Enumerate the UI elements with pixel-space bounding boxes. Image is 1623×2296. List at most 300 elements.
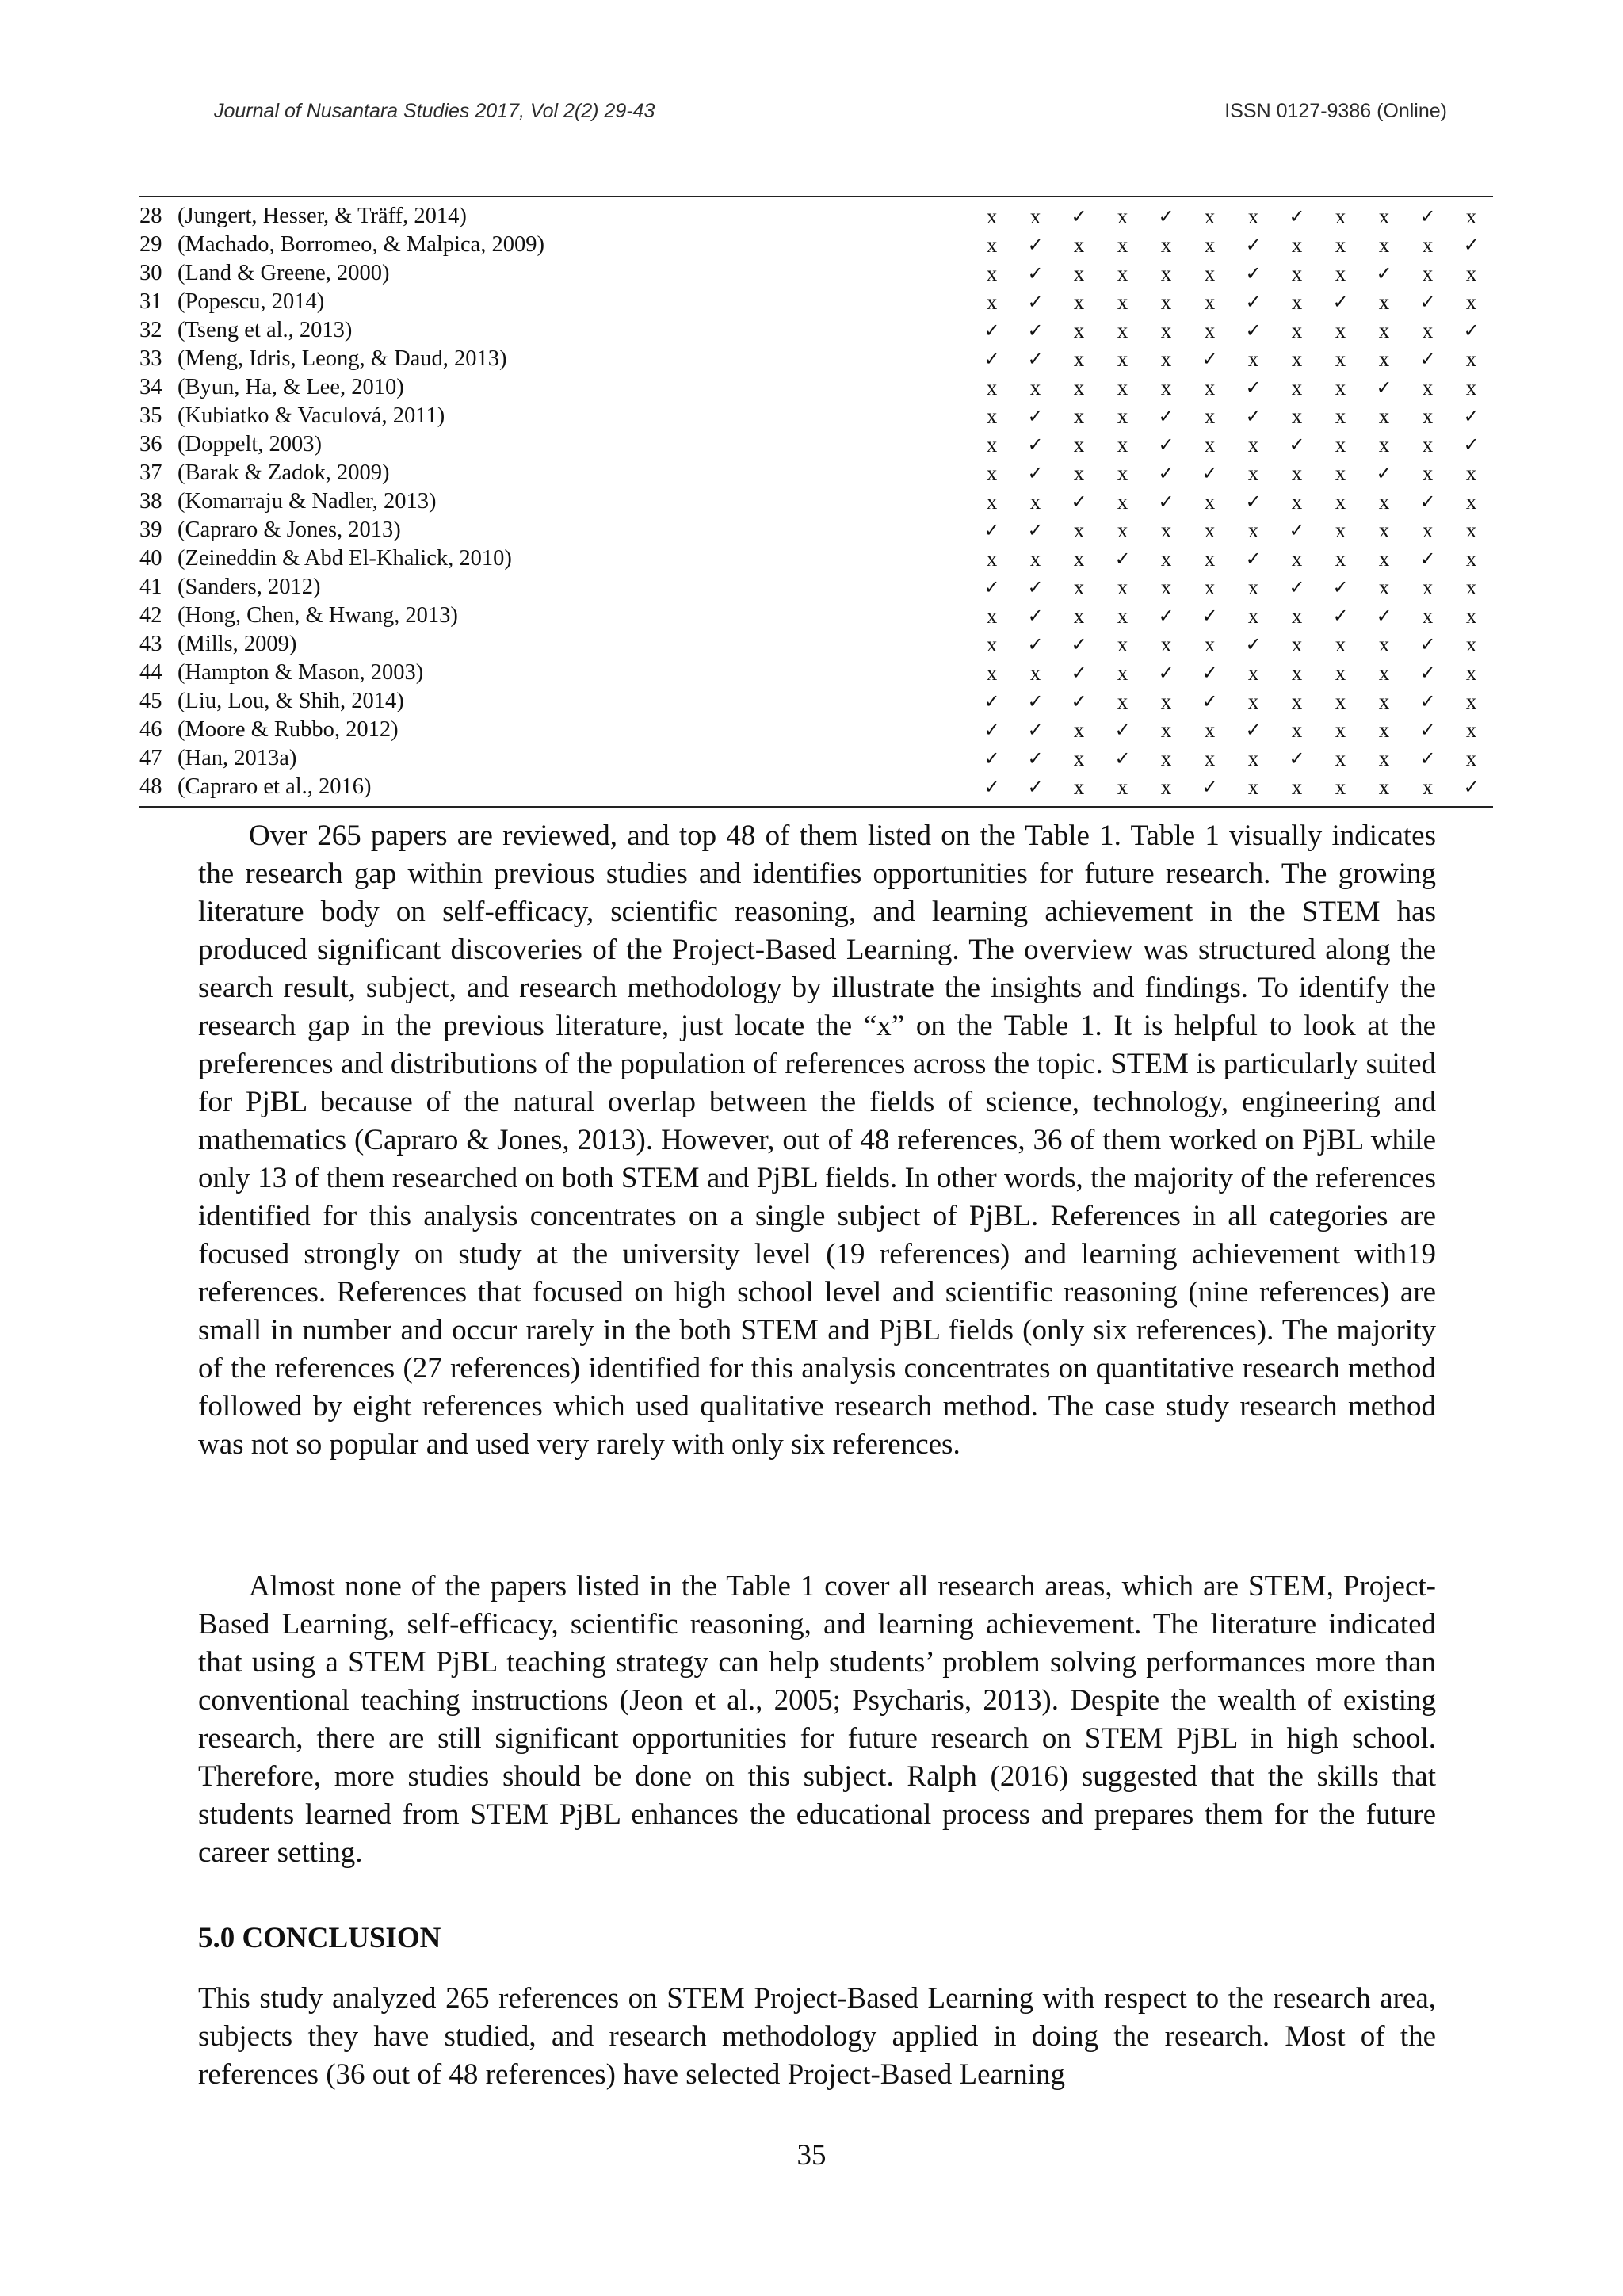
cross-mark: x bbox=[1117, 262, 1128, 285]
cross-mark: x bbox=[1465, 690, 1477, 713]
cross-mark: x bbox=[1204, 518, 1216, 542]
check-mark-icon: ✓ bbox=[1419, 633, 1436, 655]
check-mark-icon: ✓ bbox=[1245, 633, 1262, 655]
check-mark-icon: ✓ bbox=[983, 519, 1000, 541]
cross-mark: x bbox=[1073, 775, 1085, 799]
check-mark-icon: ✓ bbox=[1245, 719, 1262, 741]
check-mark-icon: ✓ bbox=[1419, 491, 1436, 513]
cross-mark: x bbox=[1204, 404, 1216, 428]
cross-mark: x bbox=[1422, 404, 1434, 428]
cross-mark: x bbox=[1117, 490, 1128, 514]
cross-mark: x bbox=[1204, 433, 1216, 457]
cross-mark: x bbox=[1073, 376, 1085, 399]
cross-mark: x bbox=[1247, 775, 1259, 799]
cross-mark: x bbox=[1291, 461, 1303, 485]
cross-mark: x bbox=[1465, 290, 1477, 314]
row-number: 44 bbox=[139, 660, 162, 685]
cross-mark: x bbox=[1247, 604, 1259, 628]
row-number: 28 bbox=[139, 204, 162, 228]
check-mark-icon: ✓ bbox=[1027, 234, 1044, 256]
cross-mark: x bbox=[1422, 518, 1434, 542]
conclusion-heading: 5.0 CONCLUSION bbox=[198, 1922, 441, 1954]
cross-mark: x bbox=[1204, 204, 1216, 228]
check-mark-icon: ✓ bbox=[1027, 747, 1044, 770]
check-mark-icon: ✓ bbox=[1201, 462, 1218, 484]
cross-mark: x bbox=[1465, 632, 1477, 656]
cross-mark: x bbox=[986, 490, 998, 514]
cross-mark: x bbox=[1247, 747, 1259, 770]
table-row bbox=[139, 773, 1493, 801]
cross-mark: x bbox=[1160, 233, 1172, 257]
row-number: 39 bbox=[139, 518, 162, 542]
cross-mark: x bbox=[1422, 433, 1434, 457]
cross-mark: x bbox=[1465, 747, 1477, 770]
cross-mark: x bbox=[1073, 575, 1085, 599]
reference-citation: (Moore & Rubbo, 2012) bbox=[178, 717, 399, 742]
check-mark-icon: ✓ bbox=[983, 690, 1000, 712]
cross-mark: x bbox=[1160, 718, 1172, 742]
cross-mark: x bbox=[1117, 433, 1128, 457]
cross-mark: x bbox=[986, 262, 998, 285]
cross-mark: x bbox=[1117, 575, 1128, 599]
cross-mark: x bbox=[1291, 604, 1303, 628]
reference-citation: (Sanders, 2012) bbox=[178, 575, 321, 599]
cross-mark: x bbox=[1204, 747, 1216, 770]
cross-mark: x bbox=[1335, 518, 1346, 542]
check-mark-icon: ✓ bbox=[1027, 719, 1044, 741]
cross-mark: x bbox=[1160, 290, 1172, 314]
table-row bbox=[139, 316, 1493, 345]
issn-label: ISSN 0127-9386 (Online) bbox=[1224, 100, 1447, 122]
row-number: 46 bbox=[139, 717, 162, 742]
row-number: 29 bbox=[139, 232, 162, 257]
cross-mark: x bbox=[1335, 319, 1346, 342]
check-mark-icon: ✓ bbox=[1463, 234, 1480, 256]
cross-mark: x bbox=[1160, 775, 1172, 799]
cross-mark: x bbox=[1160, 547, 1172, 571]
cross-mark: x bbox=[1335, 690, 1346, 713]
cross-mark: x bbox=[1335, 433, 1346, 457]
cross-mark: x bbox=[1073, 262, 1085, 285]
reference-citation: (Land & Greene, 2000) bbox=[178, 261, 390, 285]
check-mark-icon: ✓ bbox=[1027, 291, 1044, 313]
check-mark-icon: ✓ bbox=[1201, 605, 1218, 627]
check-mark-icon: ✓ bbox=[1027, 262, 1044, 285]
cross-mark: x bbox=[1378, 518, 1390, 542]
row-number: 30 bbox=[139, 261, 162, 285]
check-mark-icon: ✓ bbox=[1027, 605, 1044, 627]
cross-mark: x bbox=[1465, 204, 1477, 228]
cross-mark: x bbox=[1422, 262, 1434, 285]
cross-mark: x bbox=[1335, 262, 1346, 285]
cross-mark: x bbox=[1247, 575, 1259, 599]
check-mark-icon: ✓ bbox=[1114, 548, 1131, 570]
cross-mark: x bbox=[1335, 775, 1346, 799]
cross-mark: x bbox=[1465, 376, 1477, 399]
cross-mark: x bbox=[1335, 347, 1346, 371]
check-mark-icon: ✓ bbox=[1419, 690, 1436, 712]
table-row bbox=[139, 602, 1493, 630]
cross-mark: x bbox=[1465, 262, 1477, 285]
cross-mark: x bbox=[1422, 575, 1434, 599]
check-mark-icon: ✓ bbox=[1158, 405, 1174, 427]
reference-citation: (Capraro & Jones, 2013) bbox=[178, 518, 401, 542]
cross-mark: x bbox=[1291, 233, 1303, 257]
check-mark-icon: ✓ bbox=[1071, 491, 1087, 513]
reference-citation: (Byun, Ha, & Lee, 2010) bbox=[178, 375, 404, 399]
cross-mark: x bbox=[1117, 204, 1128, 228]
row-number: 42 bbox=[139, 603, 162, 628]
reference-citation: (Doppelt, 2003) bbox=[178, 432, 323, 457]
check-mark-icon: ✓ bbox=[1071, 633, 1087, 655]
cross-mark: x bbox=[1160, 575, 1172, 599]
table-row bbox=[139, 716, 1493, 744]
cross-mark: x bbox=[1465, 547, 1477, 571]
cross-mark: x bbox=[1117, 775, 1128, 799]
cross-mark: x bbox=[1073, 518, 1085, 542]
cross-mark: x bbox=[1117, 319, 1128, 342]
table-row bbox=[139, 373, 1493, 402]
row-number: 41 bbox=[139, 575, 162, 599]
check-mark-icon: ✓ bbox=[1376, 462, 1392, 484]
table-row bbox=[139, 402, 1493, 430]
cross-mark: x bbox=[1160, 690, 1172, 713]
table-row bbox=[139, 544, 1493, 573]
row-number: 36 bbox=[139, 432, 162, 457]
cross-mark: x bbox=[1291, 404, 1303, 428]
check-mark-icon: ✓ bbox=[1332, 576, 1349, 598]
check-mark-icon: ✓ bbox=[1158, 491, 1174, 513]
check-mark-icon: ✓ bbox=[1463, 405, 1480, 427]
check-mark-icon: ✓ bbox=[1027, 434, 1044, 456]
check-mark-icon: ✓ bbox=[1419, 662, 1436, 684]
reference-citation: (Komarraju & Nadler, 2013) bbox=[178, 489, 437, 514]
cross-mark: x bbox=[1073, 404, 1085, 428]
page-number: 35 bbox=[796, 2139, 827, 2172]
check-mark-icon: ✓ bbox=[1027, 348, 1044, 370]
cross-mark: x bbox=[1465, 661, 1477, 685]
check-mark-icon: ✓ bbox=[1158, 462, 1174, 484]
cross-mark: x bbox=[986, 632, 998, 656]
cross-mark: x bbox=[1117, 376, 1128, 399]
check-mark-icon: ✓ bbox=[1419, 548, 1436, 570]
cross-mark: x bbox=[1073, 604, 1085, 628]
cross-mark: x bbox=[1422, 461, 1434, 485]
check-mark-icon: ✓ bbox=[983, 319, 1000, 342]
check-mark-icon: ✓ bbox=[1114, 747, 1131, 770]
cross-mark: x bbox=[1029, 547, 1041, 571]
cross-mark: x bbox=[1335, 632, 1346, 656]
cross-mark: x bbox=[1204, 718, 1216, 742]
cross-mark: x bbox=[1378, 319, 1390, 342]
cross-mark: x bbox=[1204, 290, 1216, 314]
cross-mark: x bbox=[1073, 547, 1085, 571]
check-mark-icon: ✓ bbox=[1027, 576, 1044, 598]
check-mark-icon: ✓ bbox=[1071, 205, 1087, 227]
cross-mark: x bbox=[1160, 376, 1172, 399]
cross-mark: x bbox=[1291, 661, 1303, 685]
cross-mark: x bbox=[1378, 404, 1390, 428]
check-mark-icon: ✓ bbox=[1158, 662, 1174, 684]
table-row bbox=[139, 630, 1493, 659]
table-row bbox=[139, 345, 1493, 373]
check-mark-icon: ✓ bbox=[1027, 776, 1044, 798]
row-number: 33 bbox=[139, 346, 162, 371]
reference-citation: (Mills, 2009) bbox=[178, 632, 297, 656]
cross-mark: x bbox=[1204, 233, 1216, 257]
check-mark-icon: ✓ bbox=[1332, 605, 1349, 627]
cross-mark: x bbox=[1073, 319, 1085, 342]
cross-mark: x bbox=[1204, 262, 1216, 285]
cross-mark: x bbox=[1335, 404, 1346, 428]
check-mark-icon: ✓ bbox=[1158, 605, 1174, 627]
table-row bbox=[139, 231, 1493, 259]
cross-mark: x bbox=[1160, 747, 1172, 770]
cross-mark: x bbox=[986, 404, 998, 428]
check-mark-icon: ✓ bbox=[1289, 205, 1305, 227]
cross-mark: x bbox=[1160, 319, 1172, 342]
references-table bbox=[139, 196, 1493, 808]
row-number: 38 bbox=[139, 489, 162, 514]
cross-mark: x bbox=[1465, 461, 1477, 485]
cross-mark: x bbox=[1465, 518, 1477, 542]
check-mark-icon: ✓ bbox=[1027, 690, 1044, 712]
cross-mark: x bbox=[986, 204, 998, 228]
cross-mark: x bbox=[1029, 490, 1041, 514]
reference-citation: (Jungert, Hesser, & Träff, 2014) bbox=[178, 204, 467, 228]
cross-mark: x bbox=[1291, 632, 1303, 656]
cross-mark: x bbox=[1378, 718, 1390, 742]
table-row bbox=[139, 573, 1493, 602]
cross-mark: x bbox=[1204, 376, 1216, 399]
cross-mark: x bbox=[1422, 775, 1434, 799]
check-mark-icon: ✓ bbox=[1376, 605, 1392, 627]
cross-mark: x bbox=[1378, 290, 1390, 314]
cross-mark: x bbox=[1117, 632, 1128, 656]
cross-mark: x bbox=[1378, 204, 1390, 228]
cross-mark: x bbox=[1117, 690, 1128, 713]
reference-citation: (Liu, Lou, & Shih, 2014) bbox=[178, 689, 404, 713]
check-mark-icon: ✓ bbox=[1027, 519, 1044, 541]
table-row bbox=[139, 659, 1493, 687]
cross-mark: x bbox=[1291, 775, 1303, 799]
row-number: 43 bbox=[139, 632, 162, 656]
cross-mark: x bbox=[1247, 518, 1259, 542]
reference-citation: (Barak & Zadok, 2009) bbox=[178, 460, 390, 485]
reference-citation: (Capraro et al., 2016) bbox=[178, 774, 372, 799]
cross-mark: x bbox=[1291, 376, 1303, 399]
cross-mark: x bbox=[1160, 347, 1172, 371]
cross-mark: x bbox=[1291, 262, 1303, 285]
row-number: 48 bbox=[139, 774, 162, 799]
cross-mark: x bbox=[1378, 575, 1390, 599]
cross-mark: x bbox=[1291, 347, 1303, 371]
check-mark-icon: ✓ bbox=[983, 719, 1000, 741]
cross-mark: x bbox=[1335, 461, 1346, 485]
cross-mark: x bbox=[986, 376, 998, 399]
cross-mark: x bbox=[1335, 747, 1346, 770]
check-mark-icon: ✓ bbox=[1463, 319, 1480, 342]
cross-mark: x bbox=[1378, 690, 1390, 713]
check-mark-icon: ✓ bbox=[1463, 434, 1480, 456]
table-row bbox=[139, 288, 1493, 316]
check-mark-icon: ✓ bbox=[983, 776, 1000, 798]
cross-mark: x bbox=[1247, 690, 1259, 713]
cross-mark: x bbox=[1073, 290, 1085, 314]
cross-mark: x bbox=[1378, 775, 1390, 799]
cross-mark: x bbox=[1073, 461, 1085, 485]
cross-mark: x bbox=[986, 461, 998, 485]
check-mark-icon: ✓ bbox=[1201, 776, 1218, 798]
check-mark-icon: ✓ bbox=[1376, 262, 1392, 285]
cross-mark: x bbox=[1204, 547, 1216, 571]
cross-mark: x bbox=[1335, 490, 1346, 514]
cross-mark: x bbox=[1160, 518, 1172, 542]
cross-mark: x bbox=[1117, 347, 1128, 371]
cross-mark: x bbox=[1117, 404, 1128, 428]
check-mark-icon: ✓ bbox=[1201, 348, 1218, 370]
check-mark-icon: ✓ bbox=[1027, 462, 1044, 484]
check-mark-icon: ✓ bbox=[983, 348, 1000, 370]
check-mark-icon: ✓ bbox=[1419, 747, 1436, 770]
cross-mark: x bbox=[1117, 461, 1128, 485]
cross-mark: x bbox=[1204, 575, 1216, 599]
check-mark-icon: ✓ bbox=[1419, 348, 1436, 370]
cross-mark: x bbox=[1117, 518, 1128, 542]
check-mark-icon: ✓ bbox=[1245, 405, 1262, 427]
check-mark-icon: ✓ bbox=[1114, 719, 1131, 741]
row-number: 45 bbox=[139, 689, 162, 713]
cross-mark: x bbox=[1029, 661, 1041, 685]
table-row bbox=[139, 516, 1493, 544]
cross-mark: x bbox=[1029, 204, 1041, 228]
reference-citation: (Machado, Borromeo, & Malpica, 2009) bbox=[178, 232, 544, 257]
table-row bbox=[139, 487, 1493, 516]
cross-mark: x bbox=[986, 547, 998, 571]
cross-mark: x bbox=[1378, 347, 1390, 371]
cross-mark: x bbox=[986, 290, 998, 314]
paragraph-research-areas: Almost none of the papers listed in the Table 1 cover all research areas, which are STEM, Project-Based Learning, self-efficacy, scientific reasoning, and learning achievement. The literature indicated that using a STEM PjBL teaching strategy can help students’ problem solving performances more than conventional teaching instructions (Jeon et al., 2005; Psycharis, 2013). Despite the wealth of existing research, there are still significant opportunities for future research on STEM PjBL in high school. Therefore, more studies should be done on this subject. Ralph (2016) suggested that the skills that students learned from STEM PjBL enhances the educational process and prepares them for the future career setting. bbox=[198, 1570, 1436, 1869]
check-mark-icon: ✓ bbox=[1071, 690, 1087, 712]
cross-mark: x bbox=[1247, 204, 1259, 228]
cross-mark: x bbox=[986, 433, 998, 457]
check-mark-icon: ✓ bbox=[1027, 633, 1044, 655]
check-mark-icon: ✓ bbox=[1463, 776, 1480, 798]
cross-mark: x bbox=[1073, 747, 1085, 770]
reference-citation: (Hampton & Mason, 2003) bbox=[178, 660, 424, 685]
journal-title: Journal of Nusantara Studies 2017, Vol 2(2) 29-43 bbox=[214, 100, 655, 122]
cross-mark: x bbox=[1247, 347, 1259, 371]
cross-mark: x bbox=[1378, 747, 1390, 770]
table-row bbox=[139, 459, 1493, 487]
cross-mark: x bbox=[1465, 575, 1477, 599]
cross-mark: x bbox=[1291, 319, 1303, 342]
check-mark-icon: ✓ bbox=[1332, 291, 1349, 313]
check-mark-icon: ✓ bbox=[1419, 719, 1436, 741]
row-number: 31 bbox=[139, 289, 162, 314]
check-mark-icon: ✓ bbox=[1245, 491, 1262, 513]
check-mark-icon: ✓ bbox=[1245, 548, 1262, 570]
row-number: 40 bbox=[139, 546, 162, 571]
cross-mark: x bbox=[1335, 718, 1346, 742]
check-mark-icon: ✓ bbox=[1245, 234, 1262, 256]
cross-mark: x bbox=[1073, 718, 1085, 742]
cross-mark: x bbox=[1465, 604, 1477, 628]
cross-mark: x bbox=[1378, 233, 1390, 257]
check-mark-icon: ✓ bbox=[1027, 405, 1044, 427]
reference-citation: (Kubiatko & Vaculová, 2011) bbox=[178, 403, 445, 428]
reference-citation: (Tseng et al., 2013) bbox=[178, 318, 353, 342]
cross-mark: x bbox=[1422, 233, 1434, 257]
cross-mark: x bbox=[1029, 376, 1041, 399]
table-row bbox=[139, 744, 1493, 773]
cross-mark: x bbox=[1422, 319, 1434, 342]
cross-mark: x bbox=[1465, 718, 1477, 742]
cross-mark: x bbox=[1335, 376, 1346, 399]
check-mark-icon: ✓ bbox=[1289, 576, 1305, 598]
cross-mark: x bbox=[1335, 547, 1346, 571]
cross-mark: x bbox=[1335, 661, 1346, 685]
check-mark-icon: ✓ bbox=[983, 747, 1000, 770]
cross-mark: x bbox=[1378, 547, 1390, 571]
table-row bbox=[139, 202, 1493, 231]
check-mark-icon: ✓ bbox=[1027, 319, 1044, 342]
check-mark-icon: ✓ bbox=[1245, 376, 1262, 399]
check-mark-icon: ✓ bbox=[1289, 747, 1305, 770]
check-mark-icon: ✓ bbox=[983, 576, 1000, 598]
cross-mark: x bbox=[1465, 347, 1477, 371]
reference-citation: (Popescu, 2014) bbox=[178, 289, 325, 314]
check-mark-icon: ✓ bbox=[1289, 434, 1305, 456]
reference-citation: (Hong, Chen, & Hwang, 2013) bbox=[178, 603, 458, 628]
reference-citation: (Han, 2013a) bbox=[178, 746, 297, 770]
check-mark-icon: ✓ bbox=[1419, 291, 1436, 313]
cross-mark: x bbox=[1160, 632, 1172, 656]
cross-mark: x bbox=[1117, 604, 1128, 628]
check-mark-icon: ✓ bbox=[1201, 690, 1218, 712]
row-number: 37 bbox=[139, 460, 162, 485]
cross-mark: x bbox=[1247, 461, 1259, 485]
cross-mark: x bbox=[1291, 490, 1303, 514]
table-row bbox=[139, 687, 1493, 716]
check-mark-icon: ✓ bbox=[1419, 205, 1436, 227]
check-mark-icon: ✓ bbox=[1289, 519, 1305, 541]
cross-mark: x bbox=[1335, 204, 1346, 228]
cross-mark: x bbox=[1422, 376, 1434, 399]
cross-mark: x bbox=[1117, 290, 1128, 314]
check-mark-icon: ✓ bbox=[1245, 291, 1262, 313]
row-number: 32 bbox=[139, 318, 162, 342]
cross-mark: x bbox=[1465, 490, 1477, 514]
row-number: 47 bbox=[139, 746, 162, 770]
paragraph-review-overview: Over 265 papers are reviewed, and top 48 of them listed on the Table 1. Table 1 visually indicates the research gap within previous studies and identifies opportunities for future research. The growing literature body on self-efficacy, scientific reasoning, and learning achievement in the STEM has produced significant discoveries of the Project-Based Learning. The overview was structured along the search result, subject, and research methodology by illustrate the insights and findings. To identify the research gap in the previous literature, just locate the “x” on the Table 1. It is helpful to look at the preferences and distributions of the population of references across the topic. STEM is particularly suited for PjBL because of the natural overlap between the fields of science, technology, engineering and mathematics (Capraro & Jones, 2013). However, out of 48 references, 36 of them worked on PjBL while only 13 of them researched on both STEM and PjBL fields. In other words, the majority of the references identified for this analysis concentrates on a single subject of PjBL. References in all categories are focused strongly on study at the university level (19 references) and learning achievement with19 references. References that focused on high school level and scientific reasoning (nine references) are small in number and occur rarely in the both STEM and PjBL fields (only six references). The majority of the references (27 references) identified for this analysis concentrates on quantitative research method followed by eight references which used qualitative research method. The case study research method was not so popular and used very rarely with only six references. bbox=[198, 819, 1436, 1461]
row-number: 35 bbox=[139, 403, 162, 428]
paragraph-conclusion: This study analyzed 265 references on STEM Project-Based Learning with respect to the research area, subjects they have studied, and research methodology applied in doing the research. Most of the references (36 out of 48 references) have selected Project-Based Learning bbox=[198, 1982, 1436, 2091]
cross-mark: x bbox=[1204, 632, 1216, 656]
check-mark-icon: ✓ bbox=[1245, 262, 1262, 285]
table-row bbox=[139, 259, 1493, 288]
cross-mark: x bbox=[986, 661, 998, 685]
check-mark-icon: ✓ bbox=[1201, 662, 1218, 684]
cross-mark: x bbox=[1291, 718, 1303, 742]
cross-mark: x bbox=[986, 233, 998, 257]
cross-mark: x bbox=[1160, 262, 1172, 285]
cross-mark: x bbox=[1073, 233, 1085, 257]
cross-mark: x bbox=[1291, 690, 1303, 713]
cross-mark: x bbox=[1291, 290, 1303, 314]
cross-mark: x bbox=[1073, 347, 1085, 371]
cross-mark: x bbox=[1204, 490, 1216, 514]
